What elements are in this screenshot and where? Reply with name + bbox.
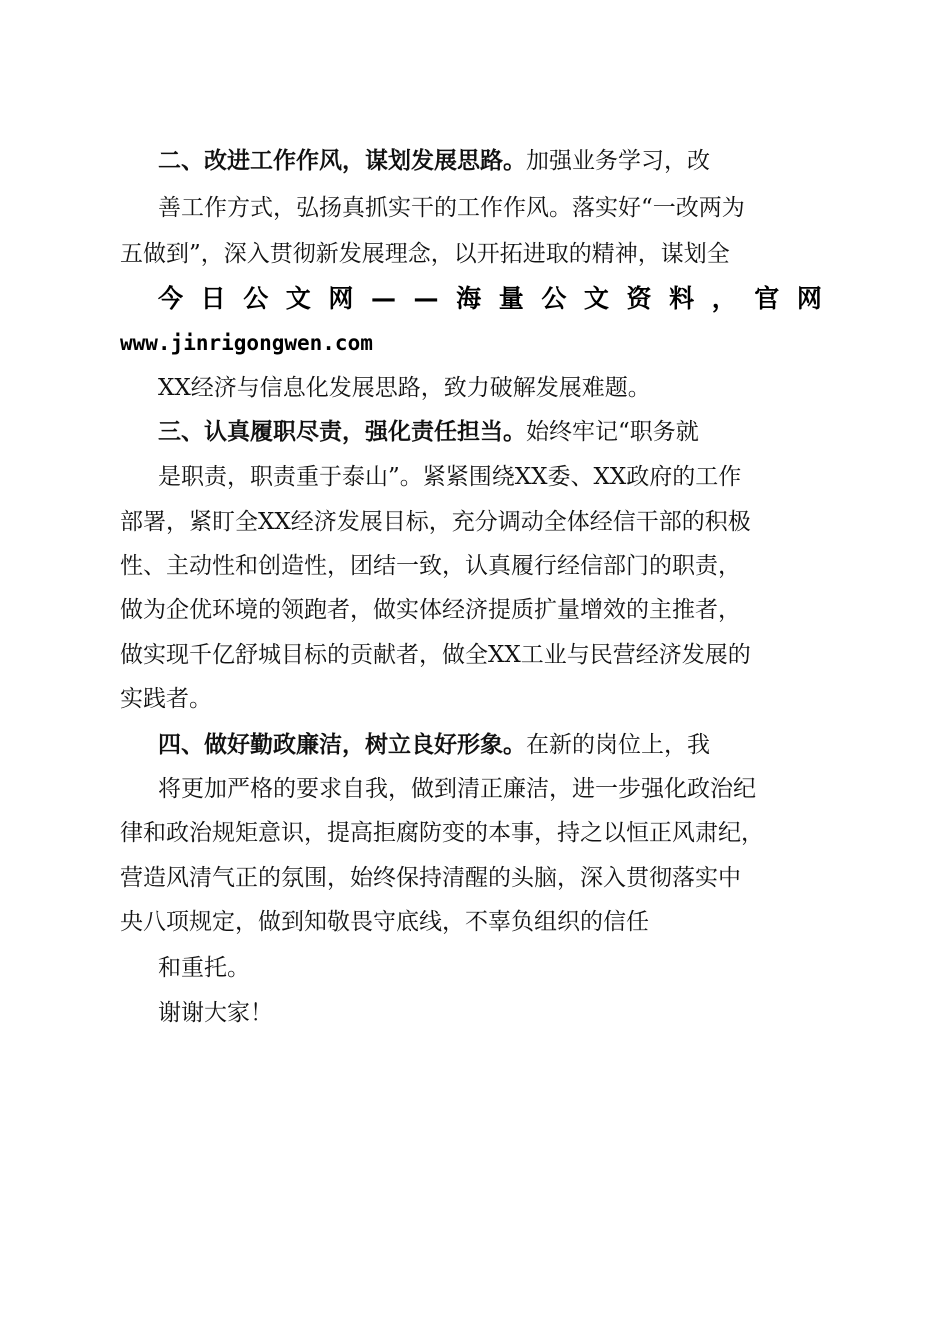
section-3-line-7: 实践者。 bbox=[120, 686, 212, 712]
section-3-line-5: 做为企优环境的领跑者，做实体经济提质扩量增效的主推者， bbox=[120, 597, 741, 623]
section-3-heading: 三、认真履职尽责，强化责任担当。 bbox=[158, 419, 526, 445]
section-3-line-4: 性、主动性和创造性，团结一致，认真履行经信部门的职责， bbox=[120, 553, 741, 579]
section-2-line-2: 善工作方式，弘扬真抓实干的工作作风。落实好“一改两为 bbox=[158, 195, 745, 221]
watermark-banner: 今 日 公 文 网 — — 海 量 公 文 资 料 ， 官 网 bbox=[158, 284, 822, 313]
section-2-line-3: 五做到”，深入贯彻新发展理念，以开拓进取的精神，谋划全 bbox=[120, 241, 730, 267]
section-4-line-3: 律和政治规矩意识，提高拒腐防变的本事，持之以恒正风肃纪， bbox=[120, 820, 764, 846]
section-4-line-1: 四、做好勤政廉洁，树立良好形象。在新的岗位上，我 bbox=[158, 732, 710, 758]
section-2-heading: 二、改进工作作风，谋划发展思路。 bbox=[158, 148, 526, 174]
section-4-line-6: 和重托。 bbox=[158, 955, 250, 981]
section-3-line-1: 三、认真履职尽责，强化责任担当。始终牢记“职务就 bbox=[158, 419, 699, 445]
section-3-line-2: 是职责，职责重于泰山”。紧紧围绕XX委、XX政府的工作 bbox=[158, 464, 742, 490]
section-2-line-1: 二、改进工作作风，谋划发展思路。加强业务学习，改 bbox=[158, 148, 710, 174]
watermark-url: www.jinrigongwen.com bbox=[120, 331, 373, 355]
section-3-line-3: 部署，紧盯全XX经济发展目标，充分调动全体经信干部的积极 bbox=[120, 509, 751, 535]
section-4-line-5: 央八项规定，做到知敬畏守底线，不辜负组织的信任 bbox=[120, 909, 649, 935]
section-4-heading: 四、做好勤政廉洁，树立良好形象。 bbox=[158, 732, 526, 758]
section-4-line-2: 将更加严格的要求自我，做到清正廉洁，进一步强化政治纪 bbox=[158, 776, 756, 802]
section-2-continuation: XX经济与信息化发展思路，致力破解发展难题。 bbox=[158, 375, 651, 401]
section-3-line-6: 做实现千亿舒城目标的贡献者，做全XX工业与民营经济发展的 bbox=[120, 642, 751, 668]
section-4-line-4: 营造风清气正的氛围，始终保持清醒的头脑，深入贯彻落实中 bbox=[120, 865, 741, 891]
closing-thanks: 谢谢大家！ bbox=[158, 1000, 273, 1026]
